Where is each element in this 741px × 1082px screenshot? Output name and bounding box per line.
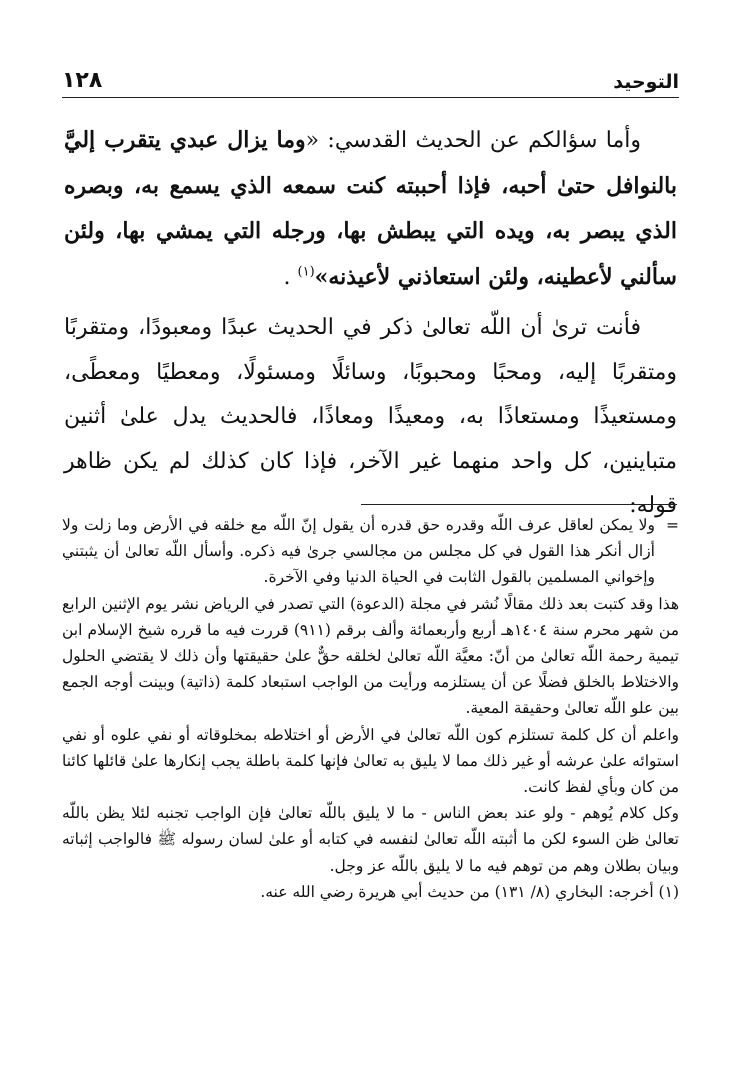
footnotes [62, 512, 679, 905]
footnote-1: (١) أخرجه: البخاري (٨/ ١٣١) من حديث أبي هريرة رضي الله عنه. [260, 882, 679, 901]
footnote-continuation [62, 512, 679, 591]
footnote-continuation-text: ولا يمكن لعاقل عرف اللّه وقدره حق قدره أن يقول إنّ اللّه مع خلقه في الأرض وما زلت ولا أزال أنكر هذا القول في كل مجلس من مجالسي جرىٰ فيه ذكره. وأسأل اللّه تعالىٰ أن يثبتني وإخواني المسلمين بالقول الثابت في الحياة الدنيا وفي الآخرة. [62, 516, 655, 587]
paragraph-explanation: فأنت ترىٰ أن اللّه تعالىٰ ذكر في الحديث عبدًا ومعبودًا، ومتقربًا ومتقربًا إليه، ومحبًا ومحبوبًا، وسائلًا ومسئولًا، ومعطيًا ومعطًى، ومستعيذًا ومستعاذًا به، ومعيذًا ومعاذًا، فالحديث يدل علىٰ أثنين متباينين، كل واحد منهما غير الآخر، فإذا كان كذلك لم يكن ظاهر قوله: [64, 315, 677, 518]
closing-quote: » [314, 263, 329, 290]
footnote-paragraph-4: وكل كلام يُوهم - ولو عند بعض الناس - ما لا يليق باللّه تعالىٰ فإن الواجب تجنبه لئلا يظن باللّه تعالىٰ ظن السوء لكن ما أثبته اللّه تعالىٰ لنفسه في كتابه أو علىٰ لسان رسوله ﷺ فالواجب إثباته وبيان بطلان وهم من توهم فيه ما لا يليق باللّه عز وجل. [62, 804, 679, 875]
page-number: ١٢٨ [62, 68, 103, 93]
paragraph-intro: وأما سؤالكم عن الحديث القدسي: « [305, 128, 641, 153]
running-title: التوحيد [613, 71, 679, 93]
paragraph-end: . [283, 264, 291, 290]
page-header [62, 58, 679, 98]
hadith-quote: وما يزال عبدي يتقرب إليَّ بالنوافل حتىٰ أحبه، فإذا أحببته كنت سمعه الذي يسمع به، وبصره الذي يبصر به، ويده التي يبطش بها، ورجله التي يمشي بها، ولئن سألني لأعطينه، ولئن استعاذني لأعيذنه [64, 127, 677, 290]
continuation-marker: = [666, 516, 679, 534]
paragraph-hadith [64, 118, 677, 300]
footnote-paragraph-3: واعلم أن كل كلمة تستلزم كون اللّه تعالىٰ في الأرض أو اختلاطه بمخلوقاته أو نفي علوه أو نفي استوائه علىٰ عرشه أو غير ذلك مما لا يليق به تعالىٰ فإنها كلمة باطلة يجب إنكارها علىٰ قائلها كائنا من كان وبأي لفظ كانت. [62, 725, 679, 797]
main-text [64, 118, 677, 529]
footnote-separator [361, 504, 677, 505]
footnote-paragraph-2: هذا وقد كتبت بعد ذلك مقالًا نُشر في مجلة (الدعوة) التي تصدر في الرياض نشر يوم الإثنين الرابع من شهر محرم سنة ١٤٠٤هـ أربع وأربعمائة وألف برقم (٩١١) قررت فيه ما قرره شيخ الإسلام ابن تيمية رحمة اللّه تعالىٰ من أنّ: معيَّة اللّه تعالىٰ لخلقه حقٌّ علىٰ حقيقتها وأن ذلك لا يقتضي الحلول والاختلاط بالخلق فضلًا عن أن يستلزمه ورأيت من الواجب استبعاد كلمة (ذاتية) وبينت أوجه الجمع بين علو اللّه تعالىٰ وحقيقة المعية. [62, 594, 679, 718]
footnote-marker: (١) [297, 264, 315, 280]
